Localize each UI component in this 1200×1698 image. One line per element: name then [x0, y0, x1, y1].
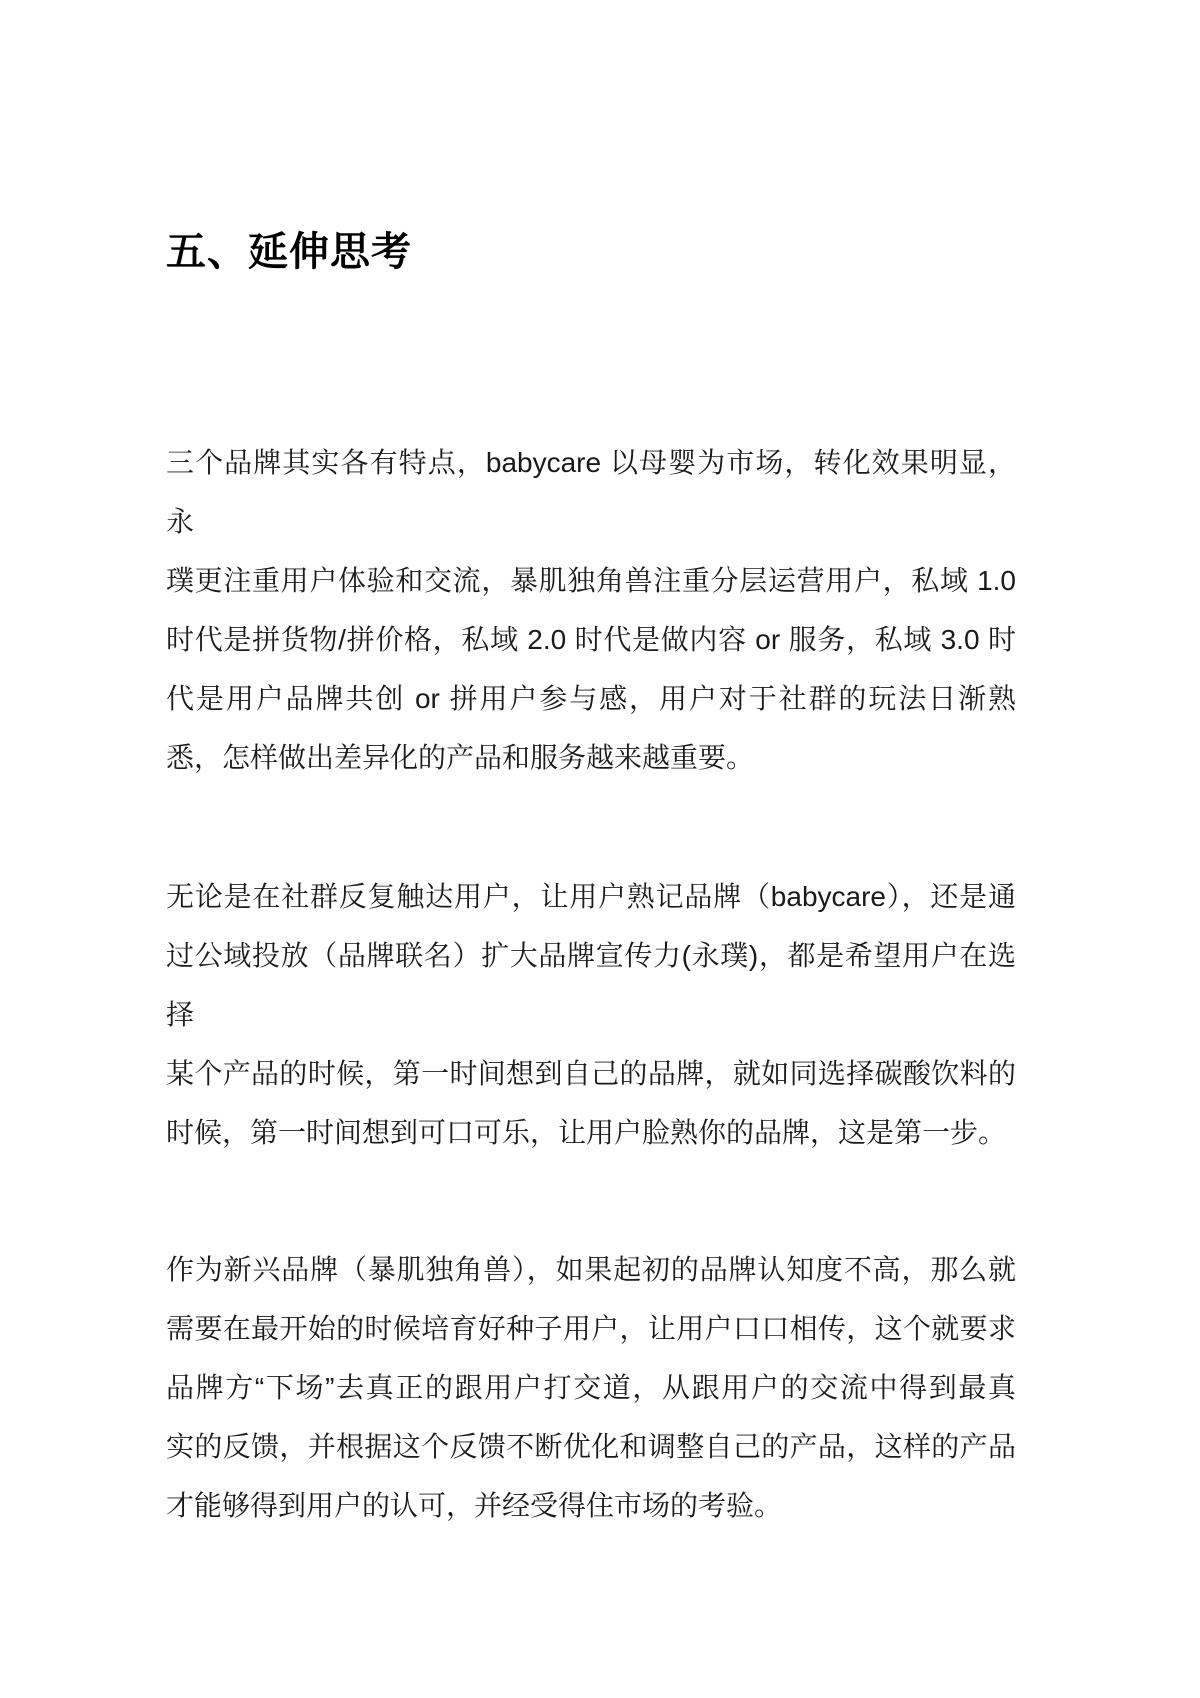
- text-line: 作为新兴品牌（暴肌独角兽），如果起初的品牌认知度不高，那么就: [166, 1254, 1016, 1285]
- paragraph: [166, 1240, 1016, 1535]
- text-line: 璞更注重用户体验和交流，暴肌独角兽注重分层运营用户，私域 1.0: [166, 565, 1016, 596]
- paragraph: [166, 867, 1016, 1162]
- section-heading: 五、延伸思考: [166, 230, 412, 274]
- text-line: 某个产品的时候，第一时间想到自己的品牌，就如同选择碳酸饮料的: [166, 1058, 1016, 1089]
- text-line: 代是用户品牌共创 or 拼用户参与感，用户对于社群的玩法日渐熟: [166, 683, 1016, 714]
- text-line: 品牌方“下场”去真正的跟用户打交道，从跟用户的交流中得到最真: [166, 1372, 1016, 1403]
- text-line: 时候，第一时间想到可口可乐，让用户脸熟你的品牌，这是第一步。: [166, 1117, 1007, 1148]
- text-line: 实的反馈，并根据这个反馈不断优化和调整自己的产品，这样的产品: [166, 1431, 1016, 1462]
- text-line: 无论是在社群反复触达用户，让用户熟记品牌（babycare），还是通: [166, 881, 1016, 912]
- text-line: 三个品牌其实各有特点，babycare 以母婴为市场，转化效果明显，永: [166, 447, 1016, 537]
- text-line: 悉，怎样做出差异化的产品和服务越来越重要。: [166, 742, 755, 773]
- text-line: 时代是拼货物/拼价格，私域 2.0 时代是做内容 or 服务，私域 3.0 时: [166, 624, 1016, 655]
- text-line: 需要在最开始的时候培育好种子用户，让用户口口相传，这个就要求: [166, 1313, 1016, 1344]
- text-line: 才能够得到用户的认可，并经受得住市场的考验。: [166, 1490, 783, 1521]
- text-line: 过公域投放（品牌联名）扩大品牌宣传力(永璞)，都是希望用户在选择: [166, 940, 1016, 1030]
- paragraph: [166, 433, 1016, 787]
